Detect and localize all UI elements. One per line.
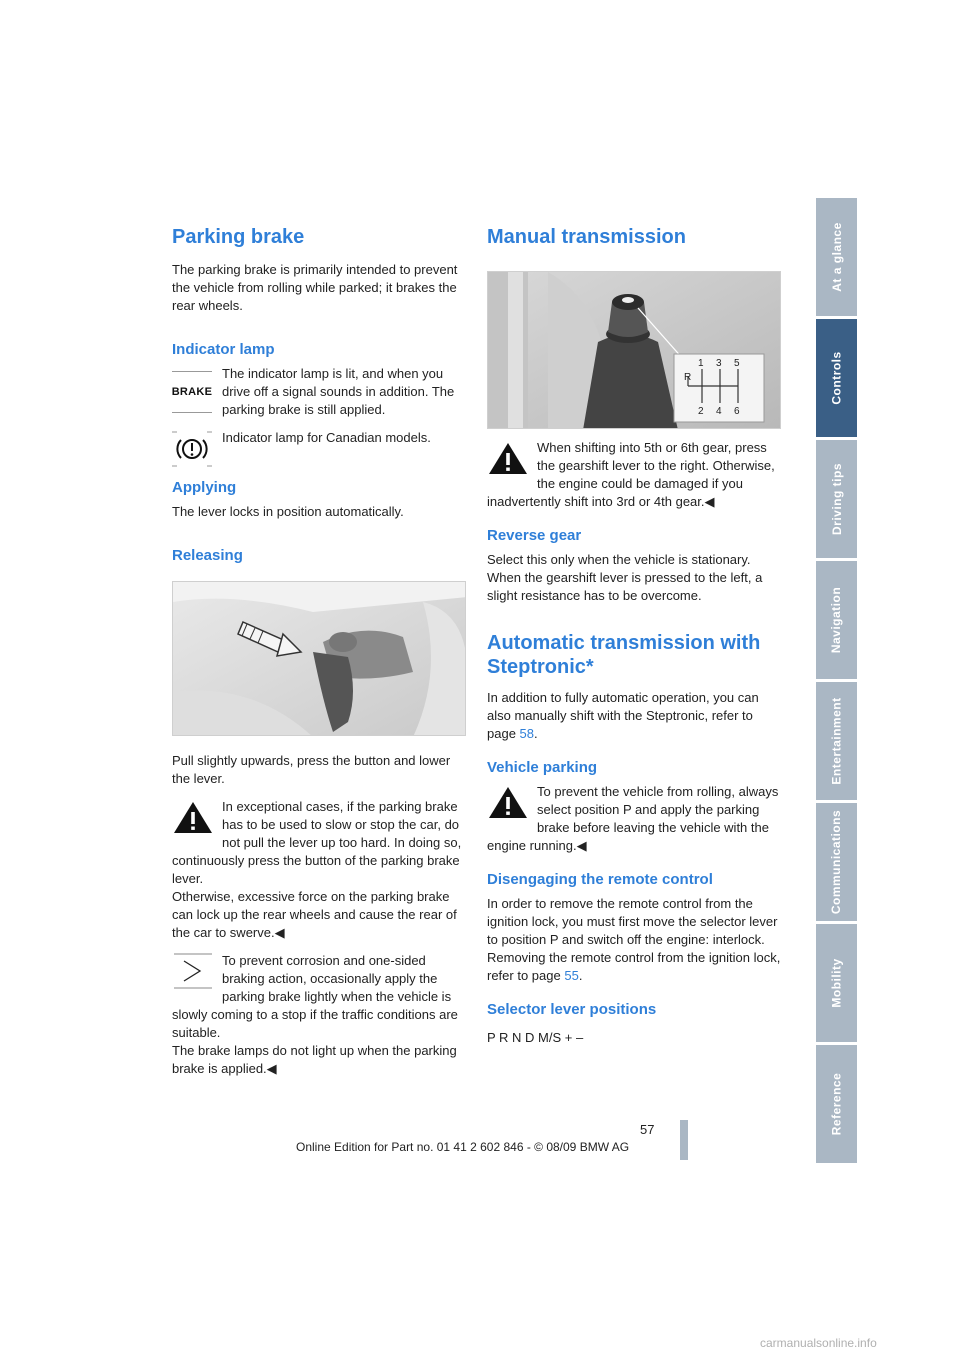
automatic-transmission-title: Automatic transmission with Steptronic* [487,632,761,678]
indicator-lamp-text: The indicator lamp is lit, and when you drive off a signal sounds in addition. The parking brake is still applied. [222,366,455,417]
parking-brake-title: Parking brake [172,226,305,248]
reverse-gear-text: Select this only when the vehicle is stationary. When the gearshift lever is pressed to the left, a slight resistance has to be overcome. [487,552,763,603]
parking-brake-warning [172,798,466,942]
reverse-gear-title: Reverse gear [487,527,582,544]
gear-2-label: 2 [698,406,704,417]
canadian-brake-lamp-icon [172,431,212,467]
releasing-text: Pull slightly upwards, press the button and lower the lever. [172,753,451,786]
tab-controls[interactable]: Controls [816,319,857,437]
selector-lever-positions: P R N D M/S + – [487,1030,584,1045]
corrosion-note [172,952,466,1078]
vehicle-parking-title: Vehicle parking [487,759,598,776]
left-column [172,225,466,1078]
tab-driving-tips[interactable]: Driving tips [816,440,857,558]
tab-communications[interactable]: Communications [816,803,857,921]
gear-6-label: 6 [734,406,740,417]
warning-triangle-icon [172,799,214,835]
automatic-transmission-text: In addition to fully automatic operation, you can also manually shift with the Steptronic, refer to page 58. [487,690,759,741]
warning-triangle-icon [487,784,529,820]
page-58-link[interactable]: 58 [519,726,535,741]
tab-entertainment[interactable]: Entertainment [816,682,857,800]
manual-warning-text: When shifting into 5th or 6th gear, press the gearshift lever to the right. Otherwise, the engine could be damaged if you inadvertently shift into 3rd or 4th gear.◀ [487,440,775,509]
releasing-title: Releasing [172,547,243,564]
applying-text: The lever locks in position automatically. [172,504,404,519]
warning-text-1: In exceptional cases, if the parking brake has to be used to slow or stop the car, do not pull the lever up too hard. In doing so, continuously press the button of the parking brake lever. [172,799,462,886]
gear-5-label: 5 [734,358,740,369]
chapter-tabs [816,198,857,1166]
page-number: 57 [640,1122,655,1137]
tab-mobility[interactable]: Mobility [816,924,857,1042]
indicator-lamp-title: Indicator lamp [172,341,275,358]
gear-1-label: 1 [698,358,704,369]
warning-text-1b: Otherwise, excessive force on the parking brake can lock up the rear wheels and cause the rear of the car to swerve.◀ [172,889,457,940]
vehicle-parking-warning [487,783,781,855]
disengaging-remote-title: Disengaging the remote control [487,871,713,888]
tab-at-a-glance[interactable]: At a glance [816,198,857,316]
note-text-1: To prevent corrosion and one-sided braking action, occasionally apply the parking brake lightly when the vehicle is slowly coming to a stop if the traffic conditions are suitable. [172,953,458,1040]
applying-title: Applying [172,479,237,496]
right-column [487,225,781,1047]
footer-text: Online Edition for Part no. 01 41 2 602 846 - © 08/09 BMW AG [296,1140,630,1154]
tab-navigation[interactable]: Navigation [816,561,857,679]
parking-brake-lever-figure [172,581,466,736]
footer-bar [680,1120,688,1160]
selector-lever-title: Selector lever positions [487,1001,657,1018]
disengaging-remote-text: In order to remove the remote control from the ignition lock, you must first move the selector lever to position P and switch off the engine: interlock. Removing the remote control from the ignition lock, refer to page 55. [487,896,781,983]
canadian-lamp-text: Indicator lamp for Canadian models. [222,430,431,445]
watermark: carmanualsonline.info [760,1336,877,1350]
parking-brake-intro: The parking brake is primarily intended to prevent the vehicle from rolling while parked; it brakes the rear wheels. [172,262,458,313]
page-55-link[interactable]: 55 [564,968,579,983]
brake-indicator-row [172,365,466,419]
gear-3-label: 3 [716,358,722,369]
manual-transmission-title: Manual transmission [487,226,686,248]
canadian-indicator-row [172,429,466,469]
gear-r-label: R [684,372,692,383]
gear-4-label: 4 [716,406,722,417]
gearshift-figure [487,271,781,429]
note-icon [172,953,214,989]
manual-warning [487,439,781,511]
warning-triangle-icon [487,440,529,476]
tab-reference[interactable]: Reference [816,1045,857,1163]
brake-lamp-icon: BRAKE [172,371,212,413]
vehicle-parking-text: To prevent the vehicle from rolling, always select position P and apply the parking brake before leaving the vehicle with the engine running.◀ [487,784,779,853]
note-text-1b: The brake lamps do not light up when the parking brake is applied.◀ [172,1043,457,1076]
